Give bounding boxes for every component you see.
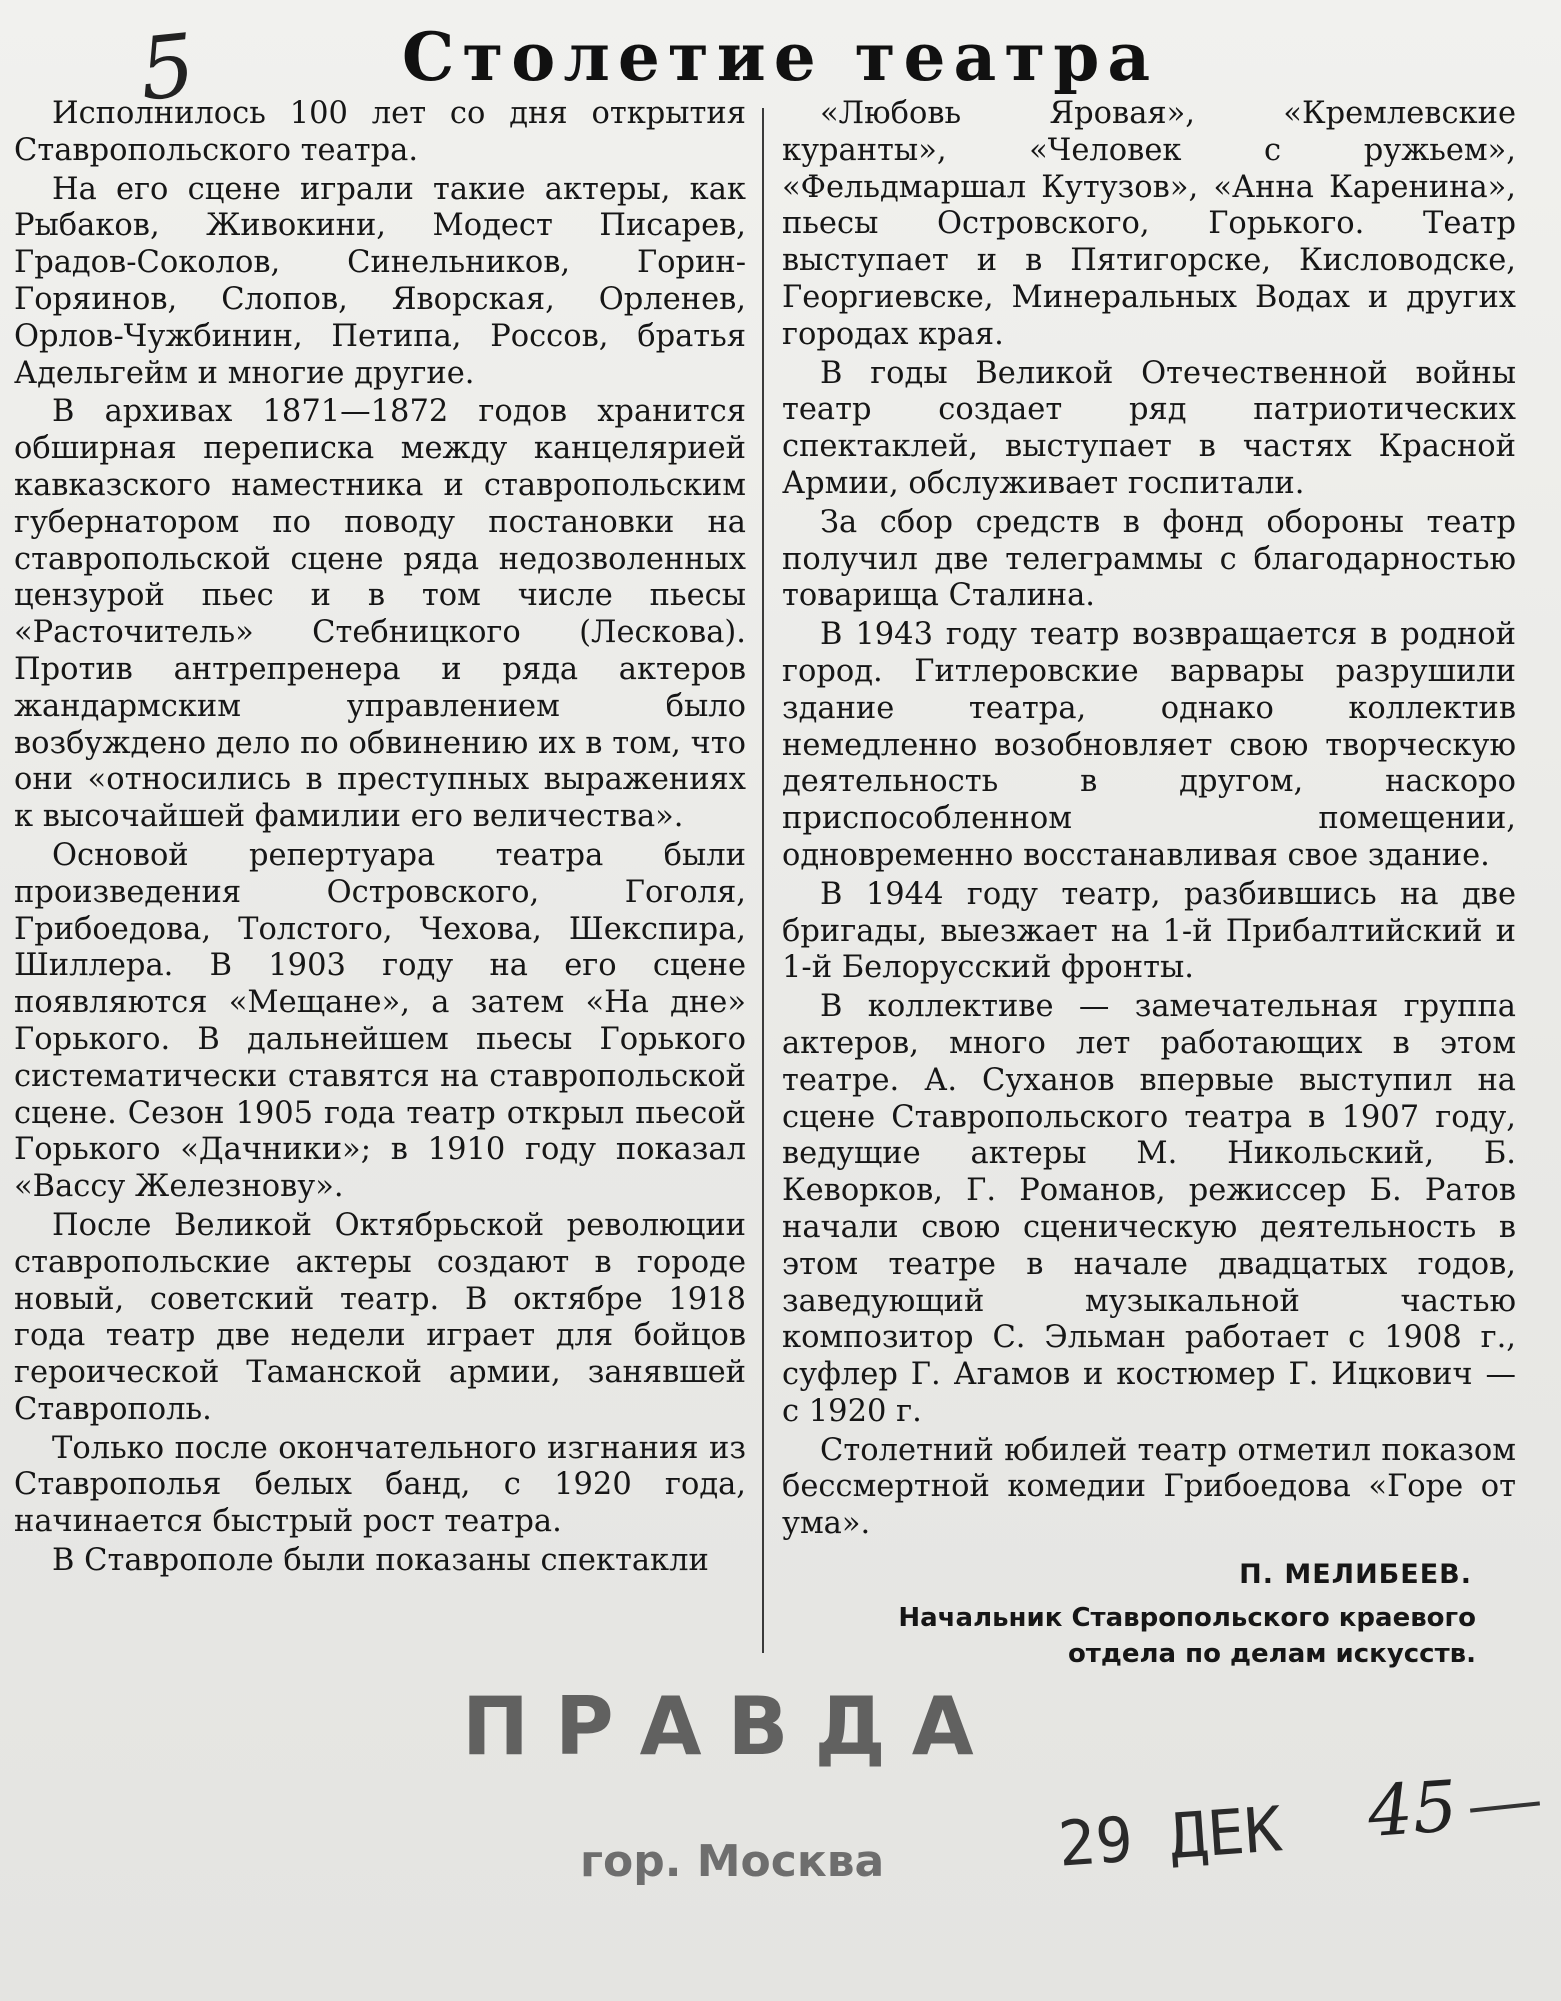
author-signature: П. МЕЛИБЕЕВ. (1239, 1559, 1472, 1591)
paragraph: После Великой Октябрьской революции ставропольские актеры создают в городе новый, советский театр. В октябре 1918 года театр две недели играет для бойцов героической Таманской армии, занявшей Ставрополь. (14, 1207, 746, 1427)
author-title-line-1: Начальник Ставропольского краевого (898, 1602, 1476, 1633)
paragraph: Основой репертуара театра были произведения Островского, Гоголя, Грибоедова, Толстого, Чехова, Шекспира, Шиллера. В 1903 году на его сцене появляются «Мещане», а затем «На дне» Горького. В дальнейшем пьесы Горького систематически ставятся на ставропольской сцене. Сезон 1905 года театр открыл пьесой Горького «Дачники»; в 1910 году показал «Вассу Железнову». (14, 837, 746, 1205)
paragraph: В 1944 году театр, разбившись на две бригады, выезжает на 1-й Прибалтийский и 1-й Белорусский фронты. (782, 876, 1516, 986)
handwritten-number: 5 (134, 15, 200, 121)
paragraph: В коллективе — замечательная группа актеров, много лет работающих в этом театре. А. Суханов впервые выступил на сцене Ставропольского театра в 1907 году, ведущие актеры М. Никольский, Б. Кеворков, Г. Романов, режиссер Б. Ратов начали свою сценическую деятельность в этом театре в начале двадцатых годов, заведующий музыкальной частью композитор С. Эльман работает с 1908 г., суфлер Г. Агамов и костюмер Г. Ицкович — с 1920 г. (782, 989, 1516, 1429)
handwritten-year: 45 (1365, 1764, 1460, 1854)
paragraph: «Любовь Яровая», «Кремлевские куранты», «Человек с ружьем», «Фельдмаршал Кутузов», «Анна Каренина», пьесы Островского, Горького. Театр выступает и в Пятигорске, Кисловодске, Георгиевске, Минеральных Водах и других городах края. (782, 96, 1516, 352)
paragraph: В годы Великой Отечественной войны театр создает ряд патриотических спектаклей, выступает в частях Красной Армии, обслуживает госпитали. (782, 355, 1516, 501)
article-headline: Столетие театра (401, 18, 1159, 96)
right-column (782, 96, 1516, 1672)
newspaper-stamp: ПРАВДА (462, 1680, 1000, 1773)
paragraph: В архивах 1871—1872 годов хранится обширная переписка между канцелярией кавказского наместника и ставропольским губернатором по поводу постановки на ставропольской сцене ряда недозволенных цензурой пьес и в том числе пьесы «Расточитель» Стебницкого (Лескова). Против антрепренера и ряда актеров жандармским управлением было возбуждено дело по обвинению их в том, что они «относились в преступных выражениях к высочайшей фамилии его величества». (14, 394, 746, 835)
paragraph: В 1943 году театр возвращается в родной город. Гитлеровские варвары разрушили здание театра, однако коллектив немедленно возобновляет свою творческую деятельность в другом, наскоро приспособленном помещении, одновременно восстанавливая свое здание. (782, 617, 1516, 873)
paragraph: Только после окончательного изгнания из Ставрополья белых банд, с 1920 года, начинается быстрый рост театра. (14, 1430, 746, 1540)
paragraph: Столетний юбилей театр отметил показом бессмертной комедии Грибоедова «Горе от ума». (782, 1432, 1516, 1542)
left-column (14, 96, 746, 1582)
handwritten-dash (1470, 1801, 1540, 1812)
column-divider (762, 108, 764, 1653)
stamp-city: гор. Москва (580, 1836, 885, 1887)
paragraph: В Ставрополе были показаны спектакли (52, 1543, 709, 1579)
paragraph: На его сцене играли такие актеры, как Рыбаков, Живокини, Модест Писарев, Градов-Соколов, Синельников, Горин-Горяинов, Слопов, Яворская, Орленев, Орлов-Чужбинин, Петипа, Россов, братья Адельгейм и многие другие. (14, 171, 746, 391)
author-title-line-2: отдела по делам искусств. (1067, 1638, 1476, 1669)
paragraph: Исполнилось 100 лет со дня открытия Ставропольского театра. (14, 96, 746, 168)
paragraph: За сбор средств в фонд обороны театр получил две телеграммы с благодарностью товарища Сталина. (782, 504, 1516, 614)
stamp-date: 29 ДЕК (1055, 1792, 1285, 1881)
